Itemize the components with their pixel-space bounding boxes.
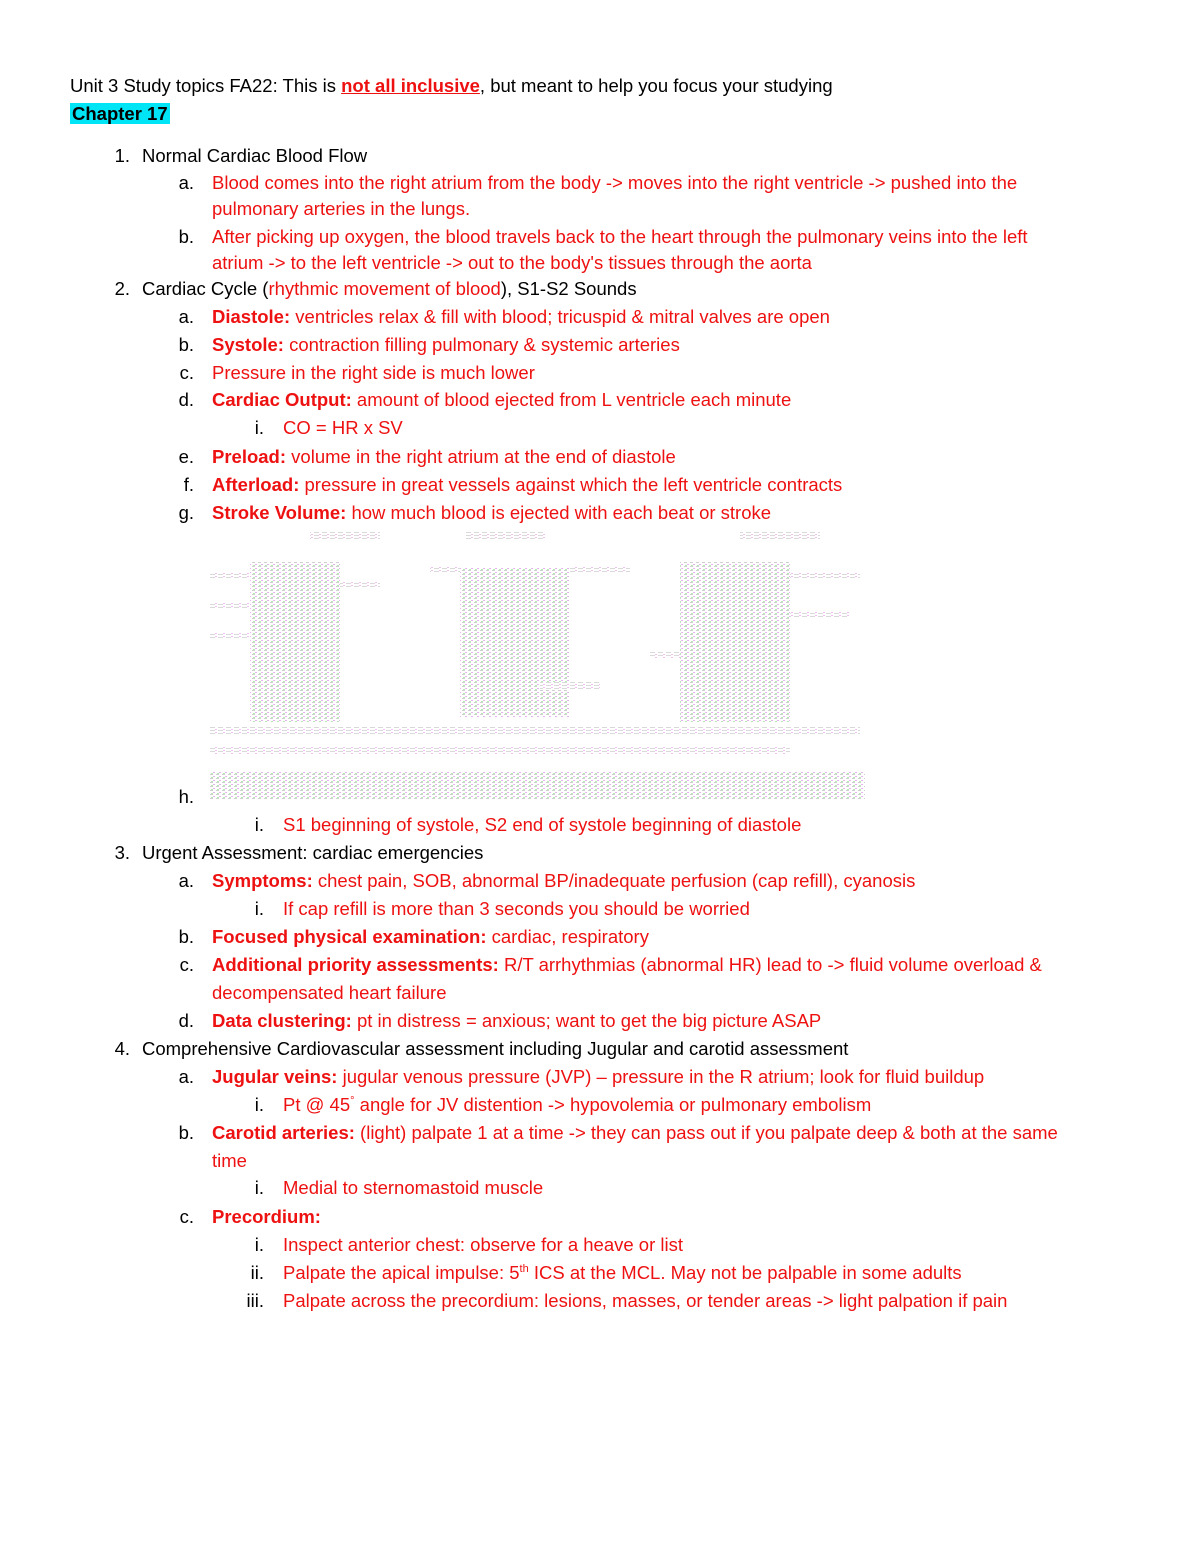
s3-b-text: cardiac, respiratory xyxy=(486,926,649,947)
s4-number: 4. xyxy=(114,1038,130,1059)
heart-diagram-left xyxy=(210,532,380,722)
s1-a-marker: a. xyxy=(178,172,194,193)
term-jugular-veins: Jugular veins: xyxy=(212,1066,338,1087)
s2-b-text: contraction filling pulmonary & systemic arteries xyxy=(283,334,680,355)
heart-diagram-right xyxy=(650,532,860,722)
s3-d-marker: d. xyxy=(178,1010,194,1031)
s1-a-line1: Blood comes into the right atrium from the body -> moves into the right ventricle -> pushed into the xyxy=(212,172,1018,193)
s4-c-ii-post: ICS at the MCL. May not be palpable in some adults xyxy=(528,1262,962,1283)
s2-g-marker: g. xyxy=(178,502,194,523)
term-afterload: Afterload: xyxy=(212,474,300,495)
s2-d-item xyxy=(212,389,791,411)
s2-title xyxy=(142,278,637,300)
s1-number: 1. xyxy=(114,145,130,166)
s2-c-marker: c. xyxy=(179,362,194,383)
header-rest: , but meant to help you focus your studying xyxy=(479,75,833,96)
s4-c-iii-item: Palpate across the precordium: lesions, masses, or tender areas -> light palpation if pain xyxy=(283,1290,1008,1311)
s4-b-line2: time xyxy=(212,1150,247,1171)
s1-b-marker: b. xyxy=(178,226,194,247)
s4-a-i-pre: Pt @ 45 xyxy=(283,1094,351,1115)
term-preload: Preload: xyxy=(212,446,287,467)
s4-a-i-item xyxy=(283,1094,871,1116)
s4-b-item xyxy=(212,1122,1058,1144)
s3-a-i-item: If cap refill is more than 3 seconds you should be worried xyxy=(283,898,750,919)
s2-e-marker: e. xyxy=(178,446,194,467)
s4-a-marker: a. xyxy=(178,1066,194,1087)
s2-c-item: Pressure in the right side is much lower xyxy=(212,362,535,383)
figure-caption-line1 xyxy=(210,727,860,735)
s1-b-line1: After picking up oxygen, the blood travels back to the heart through the pulmonary veins into the left xyxy=(212,226,1028,247)
ordinal-suffix: th xyxy=(519,1262,529,1275)
term-data-clustering: Data clustering: xyxy=(212,1010,352,1031)
s4-c-ii-item xyxy=(283,1262,962,1284)
s4-b-text: (light) palpate 1 at a time -> they can pass out if you palpate deep & both at the same xyxy=(354,1122,1058,1143)
heart-sounds-table-strip xyxy=(210,772,865,800)
s2-d-marker: d. xyxy=(178,389,194,410)
term-systole: Systole: xyxy=(212,334,284,355)
s4-c-marker: c. xyxy=(179,1206,194,1227)
s2-title-post: ), S1-S2 Sounds xyxy=(500,278,637,299)
cardiac-cycle-figure xyxy=(210,522,870,812)
s2-b-marker: b. xyxy=(178,334,194,355)
s4-b-i-marker: i. xyxy=(254,1177,264,1198)
s3-a-item xyxy=(212,870,915,892)
s2-title-pre: Cardiac Cycle ( xyxy=(142,278,269,299)
heart-diagram-center xyxy=(430,532,630,717)
term-stroke-volume: Stroke Volume: xyxy=(212,502,347,523)
s2-h-i-item: S1 beginning of systole, S2 end of systole beginning of diastole xyxy=(283,814,802,835)
s2-f-item xyxy=(212,474,842,496)
s4-b-marker: b. xyxy=(178,1122,194,1143)
s3-c-line2: decompensated heart failure xyxy=(212,982,447,1003)
s3-c-marker: c. xyxy=(179,954,194,975)
s4-b-i-item: Medial to sternomastoid muscle xyxy=(283,1177,544,1198)
term-carotid-arteries: Carotid arteries: xyxy=(212,1122,355,1143)
chapter-label: Chapter 17 xyxy=(72,103,168,124)
s3-c-item xyxy=(212,954,1042,976)
chapter-heading xyxy=(70,103,170,125)
s2-h-marker: h. xyxy=(178,786,194,807)
s3-a-marker: a. xyxy=(178,870,194,891)
s2-d-i-item: CO = HR x SV xyxy=(283,417,403,438)
s3-d-text: pt in distress = anxious; want to get the big picture ASAP xyxy=(351,1010,822,1031)
s3-c-text: R/T arrhythmias (abnormal HR) lead to -> fluid volume overload & xyxy=(498,954,1042,975)
s4-c-i-marker: i. xyxy=(254,1234,264,1255)
s2-title-red: rhythmic movement of blood xyxy=(268,278,501,299)
header-intro: Unit 3 Study topics FA22: This is xyxy=(70,75,342,96)
s2-e-item xyxy=(212,446,676,468)
s2-g-item xyxy=(212,502,771,524)
s2-b-item xyxy=(212,334,680,356)
s2-f-text: pressure in great vessels against which the left ventricle contracts xyxy=(299,474,843,495)
term-focused-exam: Focused physical examination: xyxy=(212,926,487,947)
s3-b-marker: b. xyxy=(178,926,194,947)
s4-c-ii-pre: Palpate the apical impulse: 5 xyxy=(283,1262,520,1283)
s3-d-item xyxy=(212,1010,821,1032)
s4-a-i-post: angle for JV distention -> hypovolemia or pulmonary embolism xyxy=(354,1094,872,1115)
s2-h-i-marker: i. xyxy=(254,814,264,835)
term-cardiac-output: Cardiac Output: xyxy=(212,389,352,410)
s4-c-i-item: Inspect anterior chest: observe for a heave or list xyxy=(283,1234,684,1255)
s3-number: 3. xyxy=(114,842,130,863)
s2-e-text: volume in the right atrium at the end of diastole xyxy=(286,446,676,467)
s2-a-text: ventricles relax & fill with blood; tricuspid & mitral valves are open xyxy=(290,306,830,327)
s4-a-text: jugular venous pressure (JVP) – pressure in the R atrium; look for fluid buildup xyxy=(337,1066,985,1087)
s3-title: Urgent Assessment: cardiac emergencies xyxy=(142,842,484,863)
s1-b-line2: atrium -> to the left ventricle -> out to the body's tissues through the aorta xyxy=(212,252,812,273)
s2-a-item xyxy=(212,306,830,328)
s3-a-i-marker: i. xyxy=(254,898,264,919)
s2-d-text: amount of blood ejected from L ventricle each minute xyxy=(351,389,792,410)
s3-b-item xyxy=(212,926,649,948)
s4-title: Comprehensive Cardiovascular assessment including Jugular and carotid assessment xyxy=(142,1038,849,1059)
s2-number: 2. xyxy=(114,278,130,299)
s2-d-i-marker: i. xyxy=(254,417,264,438)
s2-g-text: how much blood is ejected with each beat or stroke xyxy=(346,502,772,523)
s4-a-item xyxy=(212,1066,984,1088)
term-priority-assessments: Additional priority assessments: xyxy=(212,954,499,975)
s3-a-text: chest pain, SOB, abnormal BP/inadequate perfusion (cap refill), cyanosis xyxy=(312,870,916,891)
term-symptoms: Symptoms: xyxy=(212,870,313,891)
s4-c-ii-marker: ii. xyxy=(250,1262,264,1283)
s2-f-marker: f. xyxy=(183,474,194,495)
s1-a-line2: pulmonary arteries in the lungs. xyxy=(212,198,471,219)
header-emphasis: not all inclusive xyxy=(341,75,480,96)
s2-a-marker: a. xyxy=(178,306,194,327)
term-precordium: Precordium: xyxy=(212,1206,321,1227)
figure-caption-line2 xyxy=(210,746,790,754)
s1-title: Normal Cardiac Blood Flow xyxy=(142,145,368,166)
s4-a-i-marker: i. xyxy=(254,1094,264,1115)
term-diastole: Diastole: xyxy=(212,306,291,327)
degree-sign: ° xyxy=(350,1094,355,1107)
doc-header xyxy=(70,75,833,97)
s4-c-iii-marker: iii. xyxy=(246,1290,264,1311)
